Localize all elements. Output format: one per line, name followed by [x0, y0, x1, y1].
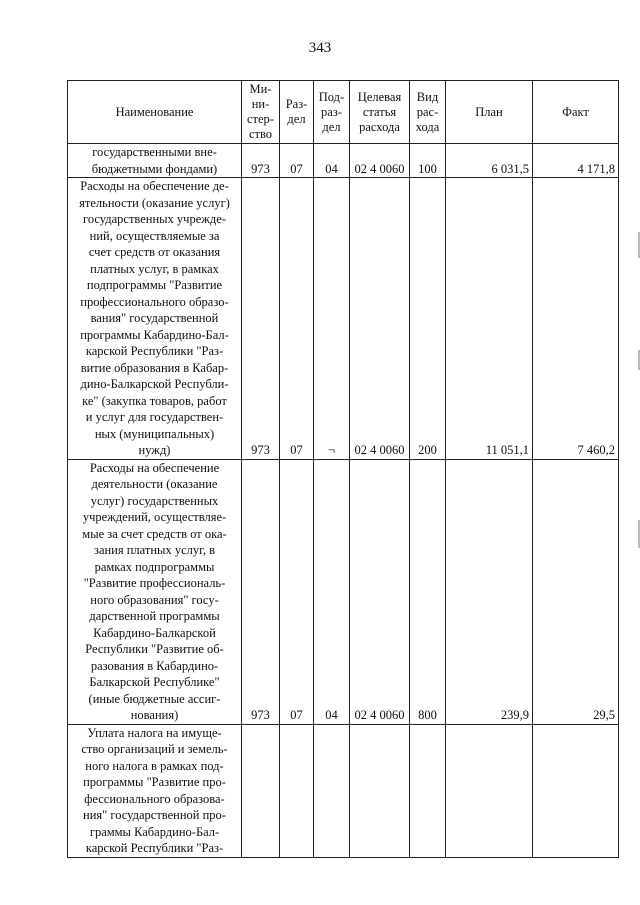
row-name-line: ния" государственной про-: [83, 808, 226, 822]
row-name-line: государственных учрежде-: [83, 212, 226, 226]
row-name-line: рамках подпрограммы: [94, 559, 215, 574]
row-name-cell: [68, 459, 242, 724]
row-name-line: услуг) государственных: [90, 493, 219, 508]
header-name: Наименование: [68, 81, 242, 144]
row-name-line: разования в Кабардино-: [90, 658, 219, 673]
row-name-line: карской Республики "Раз-: [85, 841, 224, 855]
row-name-line: фессионального образова-: [84, 791, 225, 806]
row-name-line: витие образования в Кабар-: [80, 360, 229, 375]
row-target-cell: 02 4 0060: [350, 178, 410, 460]
table-row: [68, 178, 619, 460]
row-plan-cell: [446, 724, 533, 857]
row-name-line: дарственной программы: [89, 609, 220, 623]
row-name-line: Кабардино-Балкарской: [93, 625, 216, 640]
header-row: [68, 81, 619, 144]
row-name-line: граммы Кабардино-Бал-: [89, 824, 220, 839]
row-name-line: (иные бюджетные ассиг-: [88, 691, 221, 706]
row-name-line: дино-Балкарской Республи-: [80, 377, 229, 391]
row-ministry-cell: 973: [242, 459, 280, 724]
row-name-line: ний, осуществляемые за: [89, 228, 220, 243]
table-row: [68, 459, 619, 724]
row-name-line: платных услуг, в рамках: [90, 261, 219, 276]
header-plan: План: [446, 81, 533, 144]
row-fact-cell: 7 460,2: [533, 178, 619, 460]
header-target: Целевая статья расхода: [350, 81, 410, 144]
row-target-cell: 02 4 0060: [350, 144, 410, 178]
row-name-line: счет средств от оказания: [88, 245, 221, 259]
row-name-line: "Развитие профессиональ-: [83, 576, 226, 590]
row-type-cell: 800: [410, 459, 446, 724]
row-name-line: Расходы на обеспечение: [89, 460, 220, 475]
row-name-line: ного налога в рамках под-: [85, 758, 224, 773]
row-section-cell: [280, 724, 314, 857]
row-name-line: ке" (закупка товаров, работ: [82, 393, 227, 408]
row-name-line: ных (муниципальных): [94, 426, 215, 441]
row-name-line: программы Кабардино-Бал-: [80, 327, 229, 342]
row-section-cell: 07: [280, 459, 314, 724]
page-number: 343: [308, 40, 332, 56]
row-target-cell: [350, 724, 410, 857]
row-name-line: зания платных услуг, в: [94, 543, 215, 557]
table-row: [68, 724, 619, 857]
row-name-line: Республики "Развитие об-: [85, 642, 224, 656]
row-fact-cell: [533, 724, 619, 857]
header-type: Вид рас- хода: [410, 81, 446, 144]
row-name-line: и услуг для государствен-: [85, 410, 224, 424]
row-name-cell: [68, 724, 242, 857]
row-name-cell: [68, 178, 242, 460]
row-ministry-cell: [242, 724, 280, 857]
header-subsection: Под- раз- дел: [314, 81, 350, 144]
row-name-line: учреждений, осуществляе-: [82, 510, 227, 524]
table-row: [68, 144, 619, 178]
header-section: Раз- дел: [280, 81, 314, 144]
row-name-line: деятельности (оказание: [91, 477, 218, 491]
row-name-line: Уплата налога на имуще-: [87, 725, 222, 740]
row-name-line: ятельности (оказание услуг): [79, 195, 230, 210]
row-ministry-cell: 973: [242, 178, 280, 460]
row-name-line: ного образования" госу-: [90, 592, 219, 607]
row-plan-cell: 11 051,1: [446, 178, 533, 460]
header-ministry: Ми- ни- стер- ство: [242, 81, 280, 144]
row-name-line: нужд): [138, 443, 171, 457]
row-plan-cell: 6 031,5: [446, 144, 533, 178]
row-ministry-cell: 973: [242, 144, 280, 178]
row-type-cell: 100: [410, 144, 446, 178]
row-type-cell: 200: [410, 178, 446, 460]
row-name-line: профессионального образо-: [80, 294, 229, 309]
row-name-line: бюджетными фондами): [91, 161, 218, 176]
row-plan-cell: 239,9: [446, 459, 533, 724]
row-subsection-cell: ¬: [314, 178, 350, 460]
row-name-line: ство организаций и земель-: [81, 742, 228, 756]
budget-table: [67, 80, 619, 858]
row-name-line: карской Республики "Раз-: [85, 344, 224, 358]
row-subsection-cell: 04: [314, 459, 350, 724]
row-name-line: подпрограммы "Развитие: [86, 278, 223, 292]
row-section-cell: 07: [280, 178, 314, 460]
header-fact: Факт: [533, 81, 619, 144]
row-fact-cell: 4 171,8: [533, 144, 619, 178]
row-name-line: государственными вне-: [92, 145, 217, 159]
row-name-line: программы "Развитие про-: [83, 775, 226, 789]
row-name-cell: [68, 144, 242, 178]
row-subsection-cell: 04: [314, 144, 350, 178]
row-name-line: вания" государственной: [90, 311, 219, 325]
row-name-line: нования): [130, 708, 179, 722]
row-fact-cell: 29,5: [533, 459, 619, 724]
row-name-line: Расходы на обеспечение де-: [80, 179, 229, 193]
row-subsection-cell: [314, 724, 350, 857]
row-type-cell: [410, 724, 446, 857]
row-section-cell: 07: [280, 144, 314, 178]
row-name-line: мые за счет средств от ока-: [82, 526, 227, 541]
row-target-cell: 02 4 0060: [350, 459, 410, 724]
row-name-line: Балкарской Республике": [89, 675, 220, 689]
